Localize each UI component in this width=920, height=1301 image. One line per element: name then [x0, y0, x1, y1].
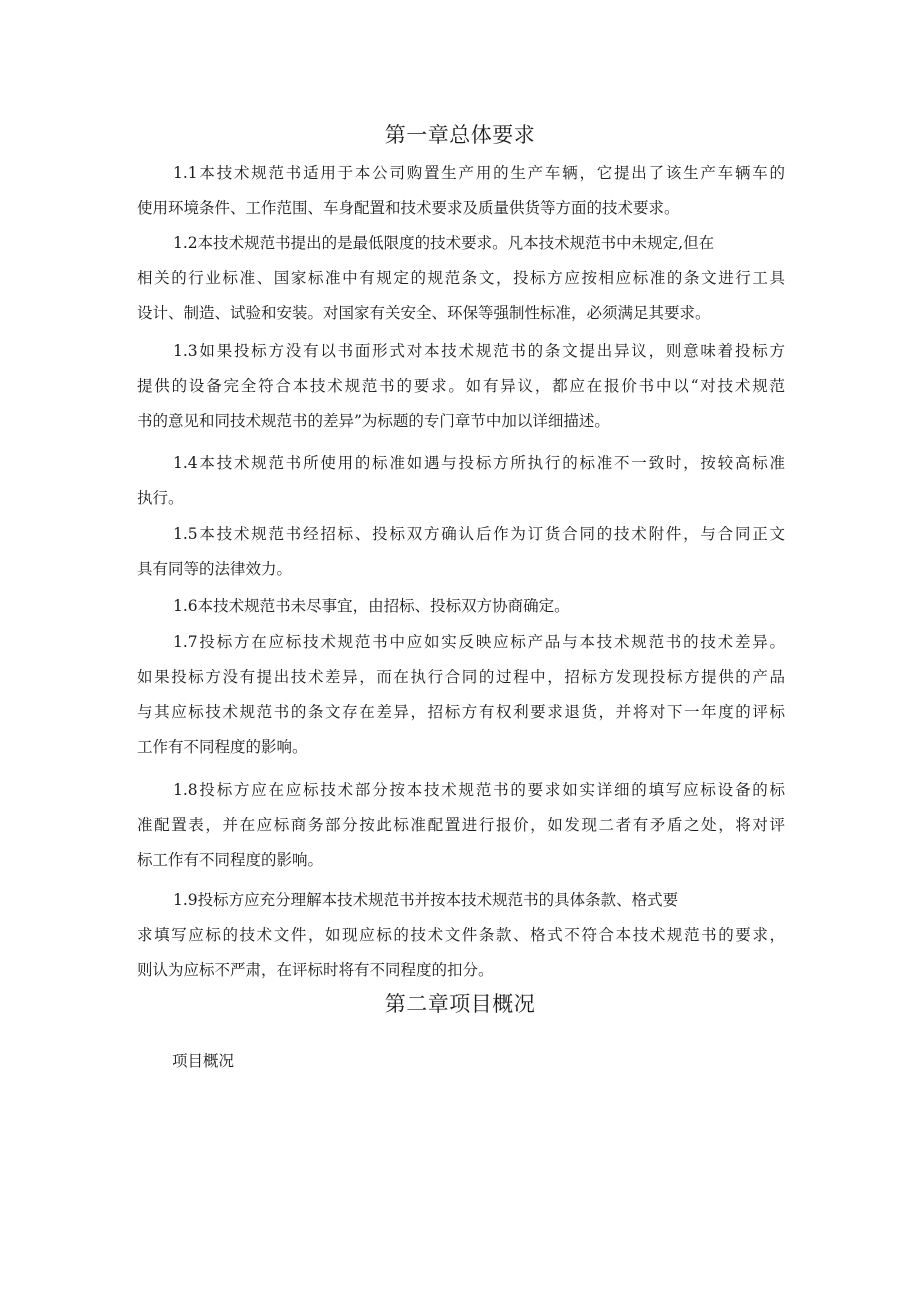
text-line: 1.4本技术规范书所使用的标准如遇与投标方所执行的标准不一致时，按较高标准 [173, 454, 785, 472]
text-line: 准配置表，并在应标商务部分按此标准配置进行报价，如发现二者有矛盾之处，将对评 [137, 816, 785, 834]
text-line: 1.2本技术规范书提出的是最低限度的技术要求。凡本技术规范书中未规定,但在 [173, 234, 715, 252]
text-line: 求填写应标的技术文件，如现应标的技术文件条款、格式不符合本技术规范书的要求， [137, 926, 785, 944]
paragraph-1-9 [137, 883, 785, 988]
paragraph-1-3 [137, 334, 785, 439]
paragraph-1-7 [137, 625, 785, 765]
text-line: 1.3如果投标方没有以书面形式对本技术规范书的条文提出异议，则意味着投标方 [173, 342, 785, 360]
text-line: 书的意见和同技术规范书的差异”为标题的专门章节中加以详细描述。 [137, 412, 610, 430]
paragraph-1-1 [137, 156, 785, 226]
paragraph-1-5 [137, 517, 785, 587]
text-line: 标工作有不同程度的影响。 [137, 851, 324, 869]
text-line: 则认为应标不严肃，在评标时将有不同程度的扣分。 [137, 961, 494, 979]
text-line: 如果投标方没有提出技术差异，而在执行合同的过程中，招标方发现投标方提供的产品 [137, 668, 785, 686]
paragraph-1-8 [137, 773, 785, 878]
text-line: 相关的行业标准、国家标准中有规定的规范条文，投标方应按相应标准的条文进行工具 [137, 269, 785, 287]
text-line: 提供的设备完全符合本技术规范书的要求。如有异议，都应在报价书中以“对技术规范 [137, 377, 785, 395]
text-line: 工作有不同程度的影响。 [137, 738, 308, 756]
text-line: 1.9投标方应充分理解本技术规范书并按本技术规范书的具体条款、格式要 [173, 891, 679, 909]
text-line: 1.1本技术规范书适用于本公司购置生产用的生产车辆，它提出了该生产车辆车的 [173, 164, 785, 182]
text-line: 1.5本技术规范书经招标、投标双方确认后作为订货合同的技术附件，与合同正文 [173, 525, 785, 543]
text-line: 使用环境条件、工作范围、车身配置和技术要求及质量供货等方面的技术要求。 [137, 199, 680, 217]
text-line: 具有同等的法律效力。 [137, 560, 293, 578]
text-line: 1.7投标方在应标技术规范书中应如实反映应标产品与本技术规范书的技术差异。 [173, 633, 785, 651]
chapter-2-title: 第二章项目概况 [384, 992, 536, 1016]
project-overview-subheading: 项目概况 [172, 1052, 235, 1070]
paragraph-1-6 [137, 589, 785, 624]
chapter-1-title: 第一章总体要求 [384, 123, 536, 147]
text-line: 1.8投标方应在应标技术部分按本技术规范书的要求如实详细的填写应标设备的标 [173, 781, 785, 799]
text-line: 设计、制造、试验和安装。对国家有关安全、环保等强制性标准，必须满足其要求。 [137, 304, 711, 322]
text-line: 执行。 [137, 489, 184, 507]
text-line: 1.6本技术规范书未尽事宜，由招标、投标双方协商确定。 [173, 597, 570, 615]
paragraph-1-4 [137, 446, 785, 516]
paragraph-1-2 [137, 226, 785, 331]
text-line: 与其应标技术规范书的条文存在差异，招标方有权利要求退货，并将对下一年度的评标 [137, 703, 785, 721]
